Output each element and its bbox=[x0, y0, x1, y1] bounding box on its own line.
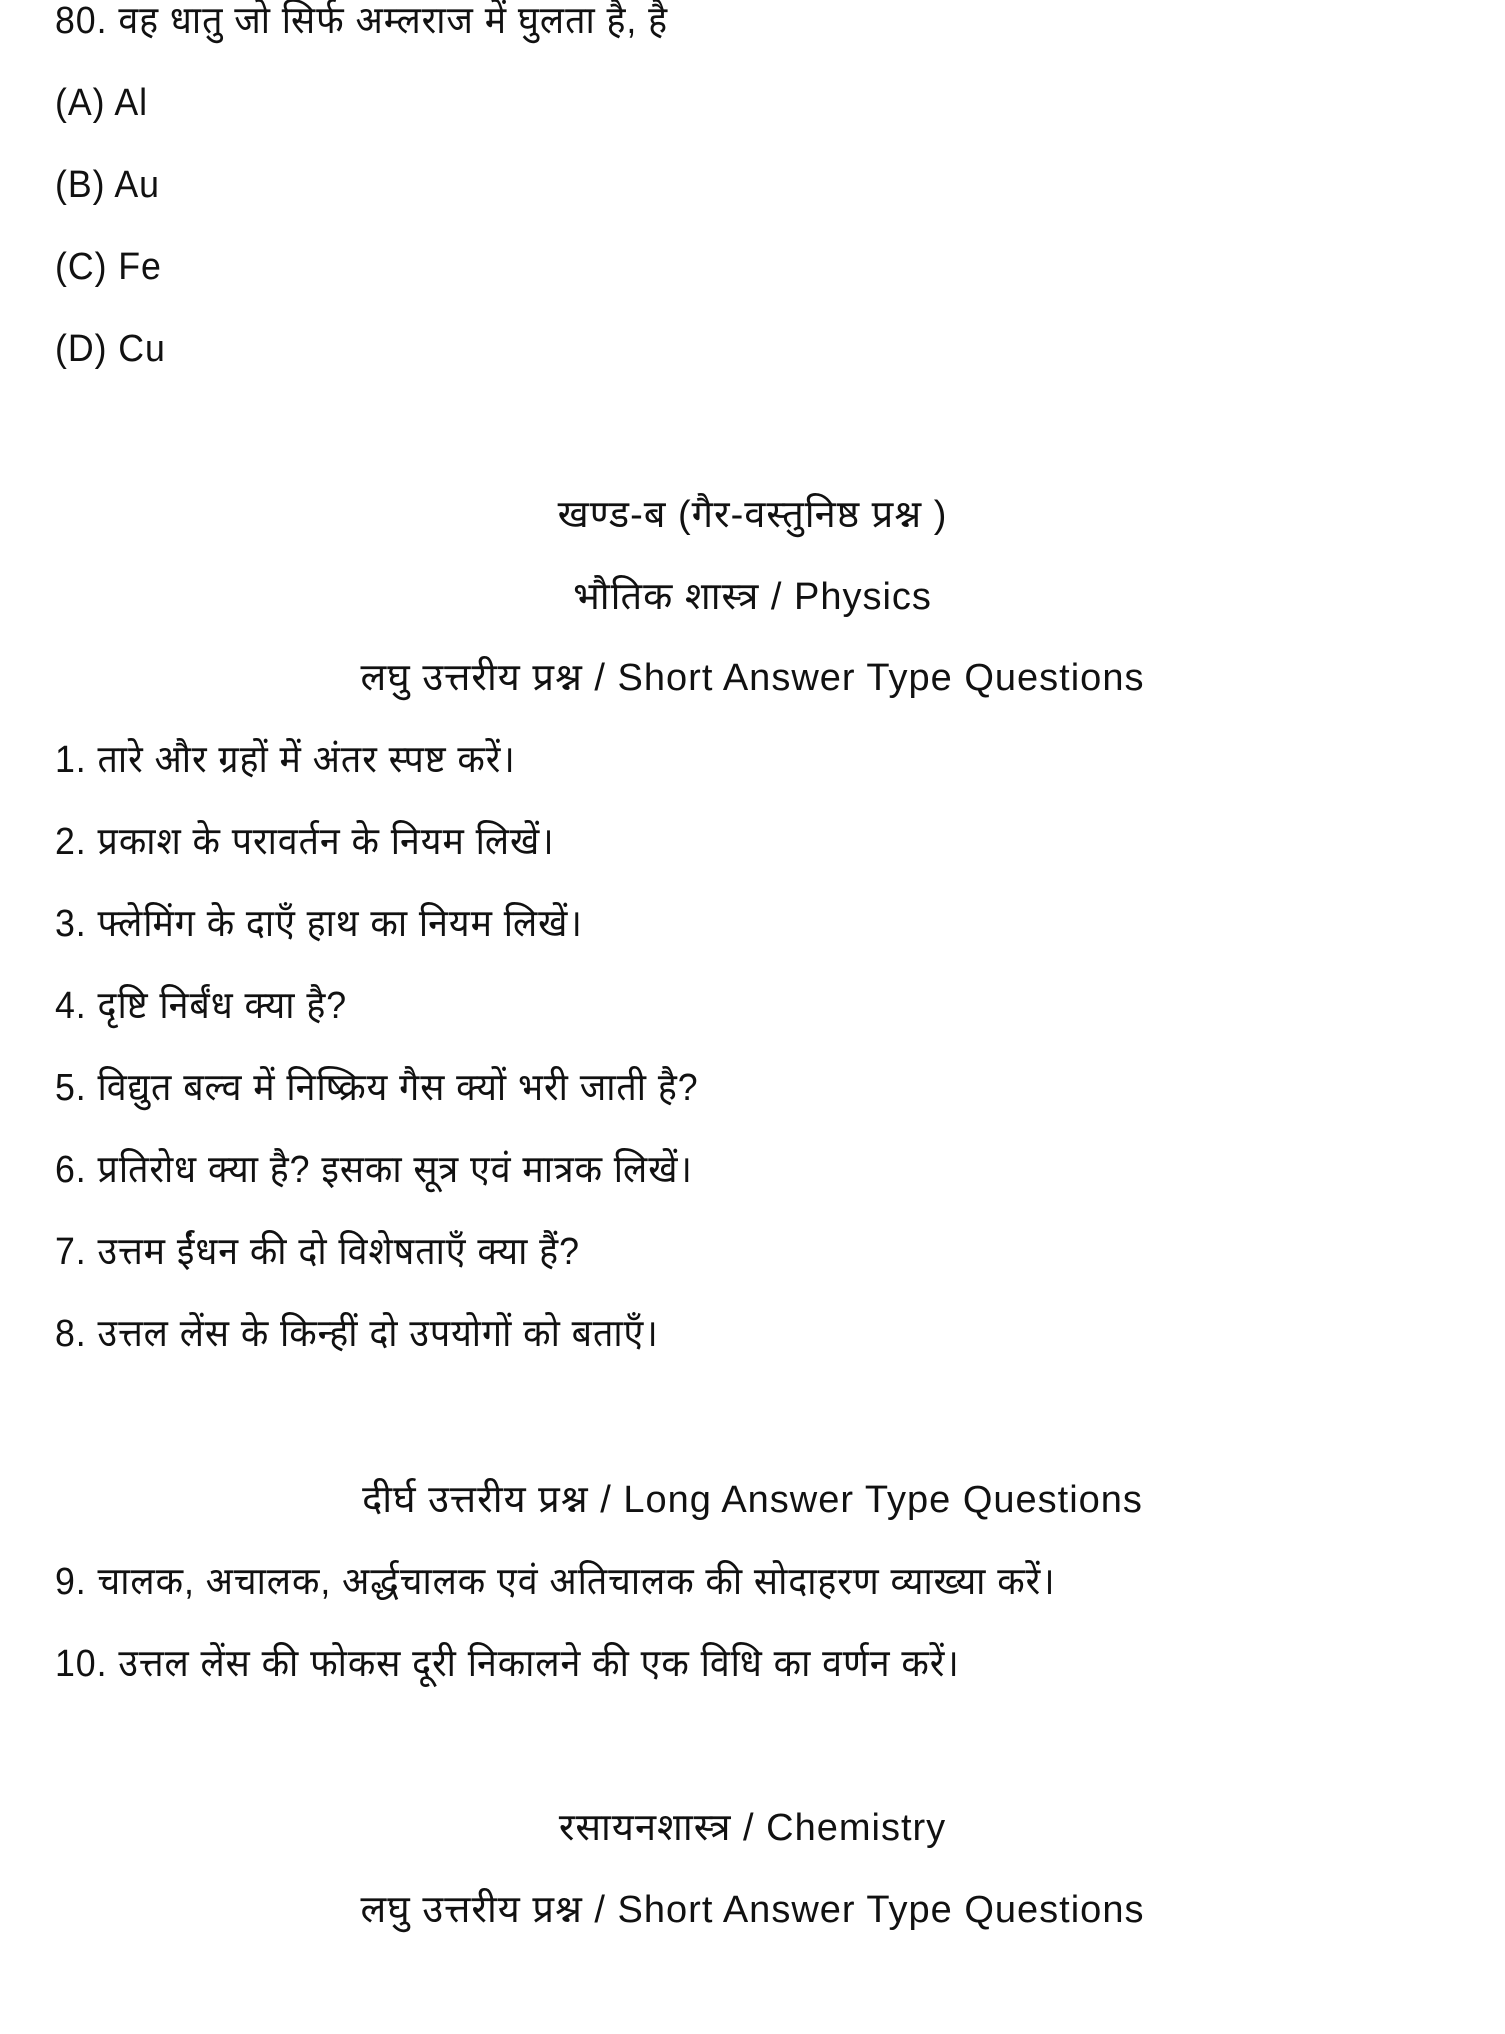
question-text: प्रकाश के परावर्तन के नियम लिखें। bbox=[97, 821, 555, 863]
option-text: Au bbox=[114, 164, 160, 206]
question-number: 4. bbox=[55, 985, 87, 1027]
option-label: (A) bbox=[55, 82, 106, 124]
option-label: (C) bbox=[55, 246, 108, 288]
question-number: 8. bbox=[55, 1313, 87, 1355]
short-question bbox=[55, 1309, 659, 1359]
chemistry-short-heading bbox=[0, 1885, 1505, 1935]
question-text: फ्लेमिंग के दाएँ हाथ का नियम लिखें। bbox=[97, 903, 583, 945]
physics-short-heading bbox=[0, 653, 1505, 703]
option-a bbox=[55, 78, 148, 128]
short-question bbox=[55, 817, 555, 867]
question-text: उत्तल लेंस के किन्हीं दो उपयोगों को बताएँ। bbox=[97, 1313, 659, 1355]
question-text: तारे और ग्रहों में अंतर स्पष्ट करें। bbox=[97, 739, 516, 781]
physics-heading-text: भौतिक शास्त्र / Physics bbox=[573, 576, 932, 618]
question-number: 1. bbox=[55, 739, 87, 781]
option-text: Cu bbox=[118, 328, 166, 370]
option-text: Al bbox=[114, 82, 148, 124]
question-number: 7. bbox=[55, 1231, 87, 1273]
short-question bbox=[55, 735, 516, 785]
question-text: उत्तम ईंधन की दो विशेषताएँ क्या हैं? bbox=[97, 1231, 580, 1273]
option-b bbox=[55, 160, 160, 210]
long-question bbox=[55, 1639, 960, 1689]
question-text: चालक, अचालक, अर्द्धचालक एवं अतिचालक की सोदाहरण व्याख्या करें। bbox=[97, 1561, 1056, 1603]
question-number: 5. bbox=[55, 1067, 87, 1109]
section-b-title bbox=[0, 490, 1505, 540]
question-text: प्रतिरोध क्या है? इसका सूत्र एवं मात्रक लिखें। bbox=[97, 1149, 693, 1191]
chemistry-heading bbox=[0, 1803, 1505, 1853]
option-label: (D) bbox=[55, 328, 108, 370]
section-title-text: खण्ड-ब (गैर-वस्तुनिष्ठ प्रश्न ) bbox=[557, 494, 948, 536]
question-number: 3. bbox=[55, 903, 87, 945]
long-heading-text: दीर्घ उत्तरीय प्रश्न / Long Answer Type Questions bbox=[362, 1479, 1143, 1521]
short-question bbox=[55, 1145, 693, 1195]
option-d bbox=[55, 324, 166, 374]
physics-long-heading bbox=[0, 1475, 1505, 1525]
question-number: 10. bbox=[55, 1643, 108, 1685]
chemistry-heading-text: रसायनशास्त्र / Chemistry bbox=[558, 1807, 947, 1849]
short-question bbox=[55, 981, 347, 1031]
long-question bbox=[55, 1557, 1056, 1607]
physics-heading bbox=[0, 572, 1505, 622]
question-number: 80. bbox=[55, 0, 108, 42]
question-text: विद्युत बल्व में निष्क्रिय गैस क्यों भरी जाती है? bbox=[97, 1067, 699, 1109]
question-number: 2. bbox=[55, 821, 87, 863]
option-c bbox=[55, 242, 162, 292]
option-label: (B) bbox=[55, 164, 106, 206]
short-question bbox=[55, 1227, 580, 1277]
short-heading-text: लघु उत्तरीय प्रश्न / Short Answer Type Questions bbox=[360, 657, 1145, 699]
option-text: Fe bbox=[118, 246, 162, 288]
question-text: वह धातु जो सिर्फ अम्लराज में घुलता है, है bbox=[118, 0, 669, 42]
question-number: 6. bbox=[55, 1149, 87, 1191]
question-text: दृष्टि निर्बंध क्या है? bbox=[97, 985, 348, 1027]
short-question bbox=[55, 899, 583, 949]
question-number: 9. bbox=[55, 1561, 87, 1603]
short-question bbox=[55, 1063, 699, 1113]
short-heading-text: लघु उत्तरीय प्रश्न / Short Answer Type Questions bbox=[360, 1889, 1145, 1931]
question-text: उत्तल लेंस की फोकस दूरी निकालने की एक विधि का वर्णन करें। bbox=[118, 1643, 960, 1685]
question-80 bbox=[55, 0, 668, 46]
